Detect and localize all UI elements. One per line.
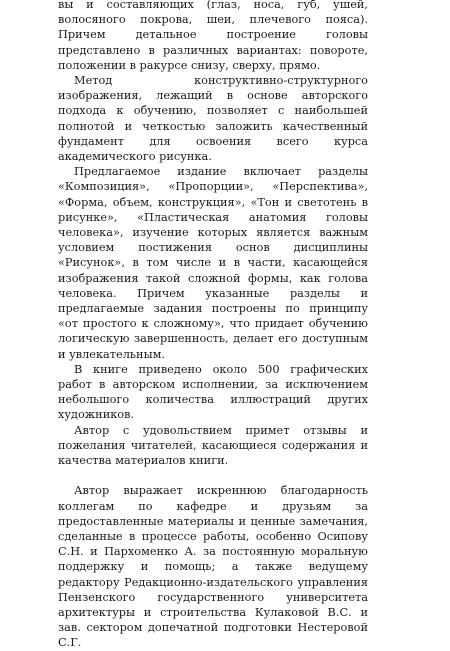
paragraph-sections: Предлагаемое издание включает разделы «Композиция», «Пропорции», «Перспектива», «Форма, объем, конструкция», «Тон и светотень в рисунке», «Пластическая анатомия головы человека», изучение которых является важным условием постижения основ дисциплины «Рисунок», в том числе и в части, касающейся изображения такой сложной формы, как голова человека. Причем указанные разделы и предлагаемые задания построены по принципу «от простого к сложному», что придает обучению логическую завершенность, делает его доступным и увлекательным.: [58, 165, 368, 361]
paragraph-feedback: Автор с удовольствием примет отзывы и пожелания читателей, касающиеся содержания и качества материалов книги.: [58, 423, 368, 468]
body-text: [58, 0, 368, 651]
paragraph-acknowledgements: Автор выражает искреннюю благодарность коллегам по кафедре и друзьям за предоставленные материалы и ценные замечания, сделанные в процессе работы, особенно Осипову С.Н. и Пархоменко А. за постоянную моральную поддержку и помощь; а также ведущему редактору Редакционно-издательского управления Пензенского государственного университета архитектуры и строительства Кулаковой В.С. и зав. сектором допечатной подготовки Нестеровой С.Г.: [58, 484, 368, 650]
paragraph-method: Метод конструктивно-структурного изображения, лежащий в основе авторского подхода к обучению, позволяет с наибольшей полнотой и четкостью заложить качественный фундамент для освоения всего курса академического рисунка.: [58, 74, 368, 164]
paragraph-continuation: вы и составляющих (глаз, носа, губ, ушей, волосяного покрова, шеи, плечевого пояса). Причем детальное построение головы представлено в различных вариантах: повороте, положении в ракурсе снизу, сверху, прямо.: [58, 0, 368, 72]
paragraph-works-count: В книге приведено около 500 графических работ в авторском исполнении, за исключением небольшого количества иллюстраций других художников.: [58, 362, 368, 422]
